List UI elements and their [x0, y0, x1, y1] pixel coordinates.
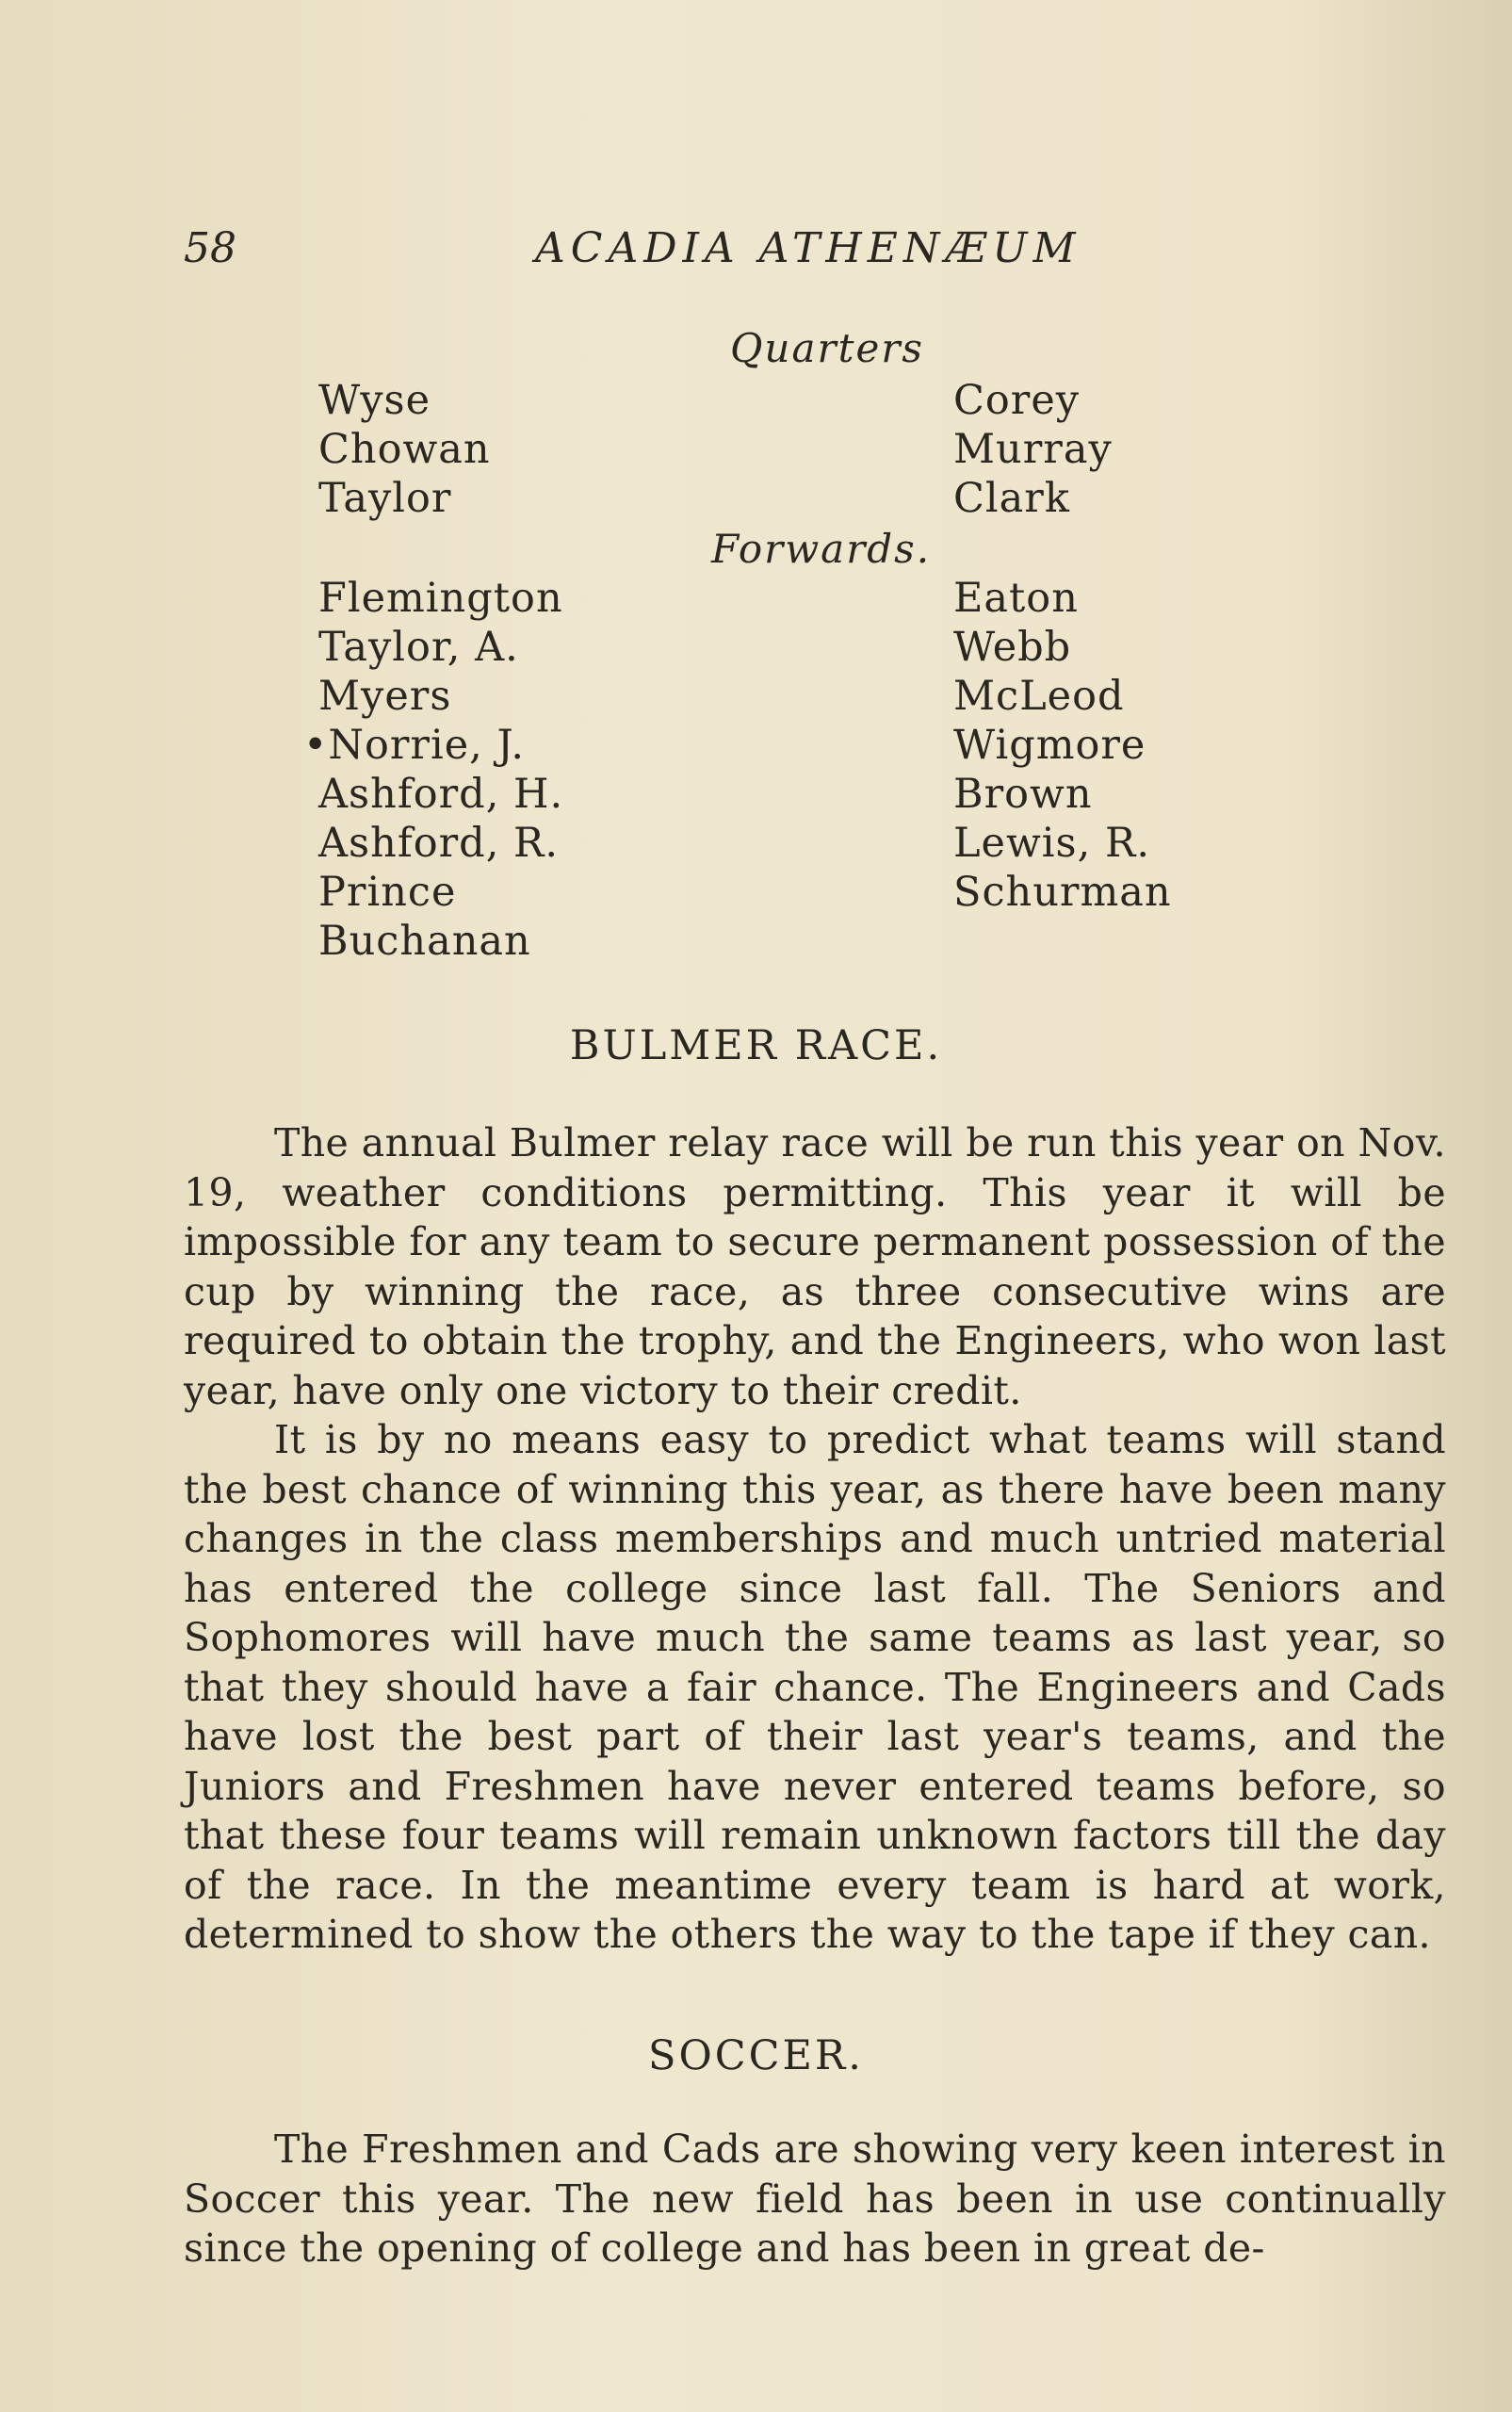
roster-name: Eaton — [953, 575, 1079, 622]
paragraph: The Freshmen and Cads are showing very keen interest in Soccer this year. The new field has been in use continually since the opening of college and has been in great de- — [184, 2127, 1446, 2271]
roster-name: Wyse — [318, 377, 431, 424]
quarters-label: Quarters — [730, 325, 924, 371]
roster-name: Brown — [953, 771, 1093, 818]
forwards-label: Forwards. — [711, 526, 932, 572]
roster-name: Webb — [953, 624, 1072, 671]
roster-name: •Norrie, J. — [303, 722, 526, 769]
roster-name: Myers — [318, 673, 452, 720]
roster-name: Buchanan — [318, 918, 531, 965]
roster-name: Taylor, A. — [318, 624, 519, 671]
roster-name: Lewis, R. — [953, 820, 1151, 867]
roster-name: Ashford, H. — [318, 771, 564, 818]
roster-name: Ashford, R. — [318, 820, 560, 867]
roster-name: Chowan — [318, 426, 491, 473]
roster-name: Flemington — [318, 575, 563, 622]
roster-name: Schurman — [953, 869, 1172, 916]
running-title: ACADIA ATHENÆUM — [535, 224, 1081, 272]
paragraph: The annual Bulmer relay race will be run this year on Nov. 19, weather conditions permitting. This year it will be impossible for any team to secure permanent possession of the cup by winning the race, as three consecutive wins are required to obtain the trophy, and the Engineers, who won last year, have only one victory to their credit. — [184, 1120, 1446, 1413]
roster-name: Clark — [953, 475, 1070, 522]
roster-name: McLeod — [953, 673, 1125, 720]
soccer-body — [184, 2125, 1446, 2273]
bulmer-race-body — [184, 1118, 1446, 1960]
roster-name: Wigmore — [953, 722, 1146, 769]
roster-name: Murray — [953, 426, 1113, 473]
bulmer-race-heading: BULMER RACE. — [569, 1022, 943, 1069]
paragraph: It is by no means easy to predict what teams will stand the best chance of winning this year, as there have been many changes in the class memberships and much untried material has entered the college since last fall. The Seniors and Sophomores will have much the same teams as last year, so that they should have a fair chance. The Engineers and Cads have lost the best part of their last year's teams, and the Juniors and Freshmen have never entered teams before, so that these four teams will remain unknown factors till the day of the race. In the meantime every team is hard at work, determined to show the others the way to the tape if they can. — [184, 1417, 1446, 1957]
roster-name: Taylor — [318, 475, 452, 522]
page-number: 58 — [184, 224, 236, 272]
roster-name: Prince — [318, 869, 457, 916]
soccer-heading: SOCCER. — [648, 2032, 864, 2079]
roster-name: Corey — [953, 377, 1081, 424]
